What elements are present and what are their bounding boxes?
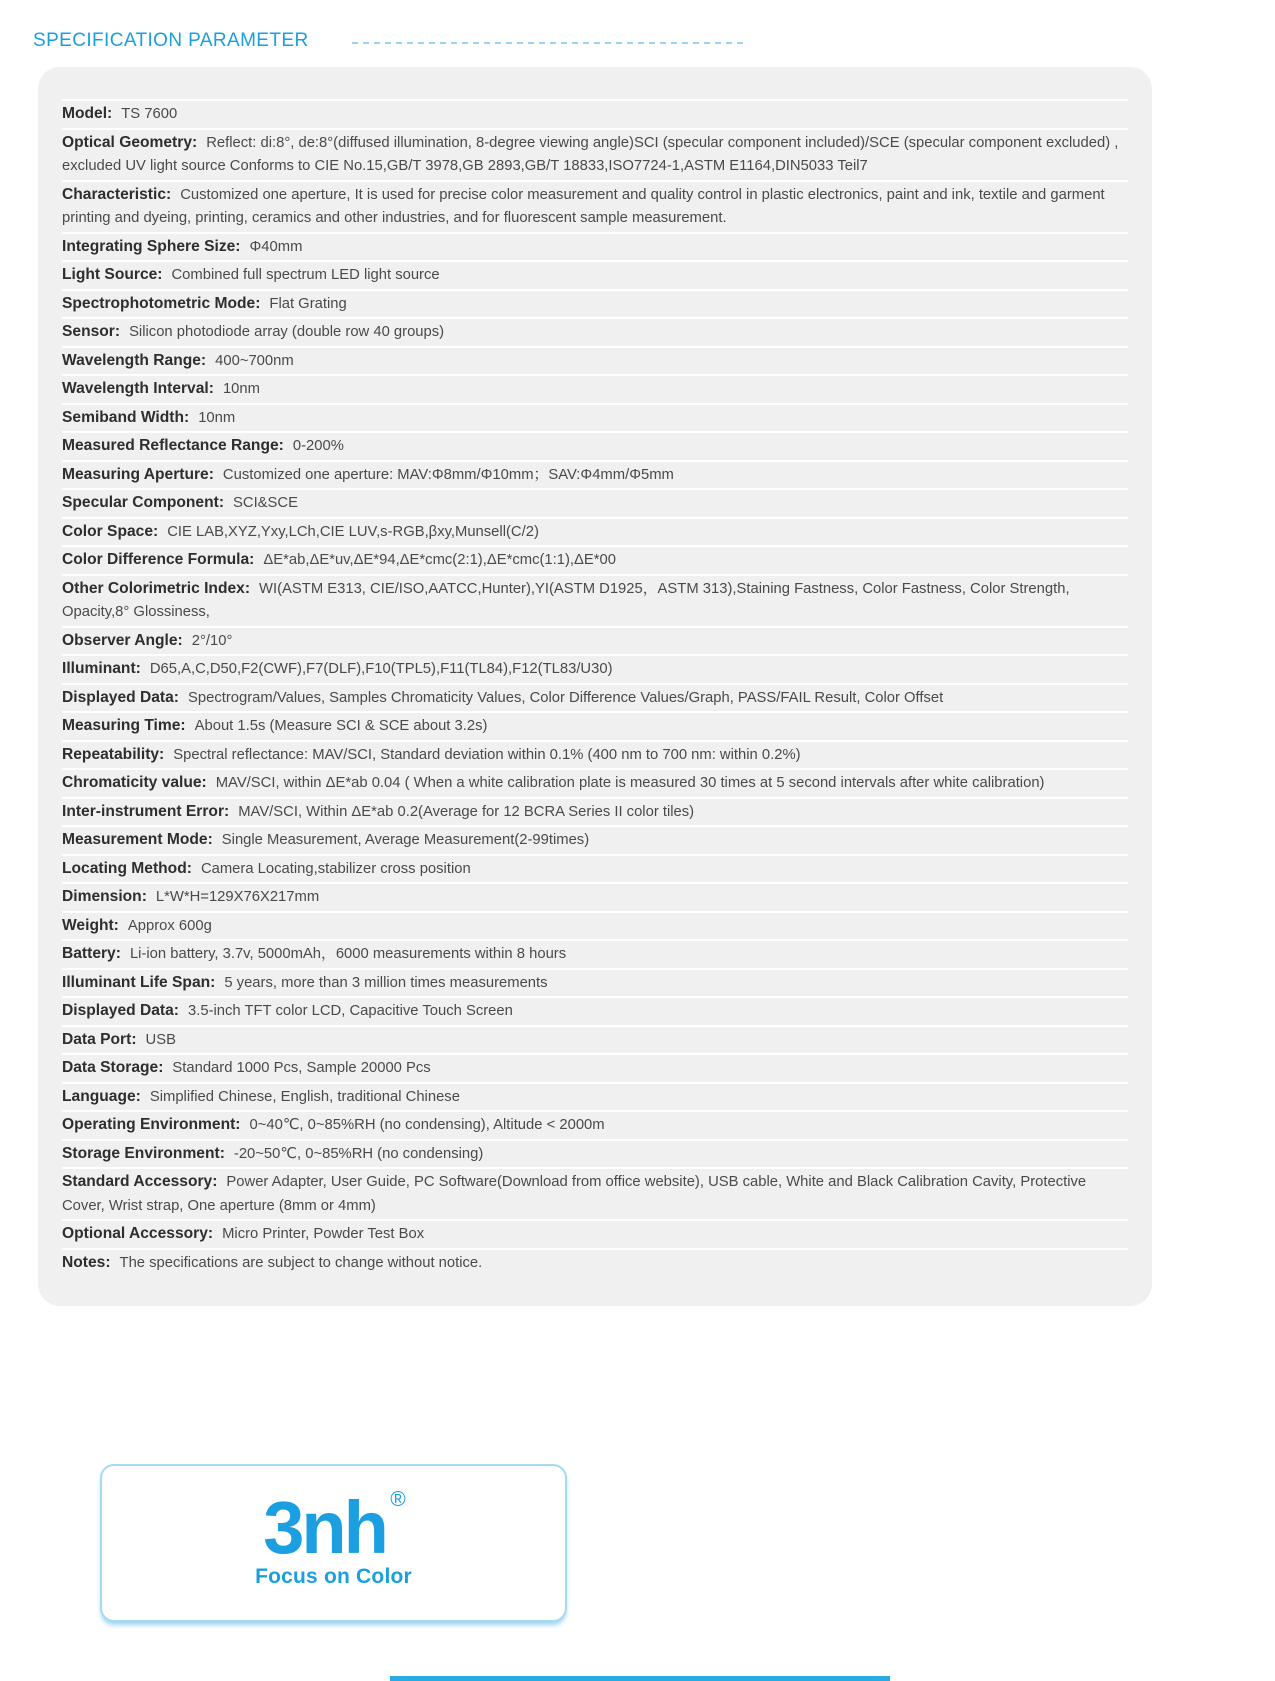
spec-label: Spectrophotometric Mode: xyxy=(62,294,261,312)
spec-value: 0~40℃, 0~85%RH (no condensing), Altitude < 2000m xyxy=(249,1117,605,1133)
spec-label: Storage Environment: xyxy=(62,1144,225,1162)
spec-value: Single Measurement, Average Measurement(2-99times) xyxy=(221,832,590,848)
spec-value: SCI&SCE xyxy=(233,495,298,511)
spec-label: Optional Accessory: xyxy=(62,1225,214,1242)
spec-label: Data Port: xyxy=(62,1030,137,1048)
spec-row xyxy=(62,654,1128,683)
spec-value: Micro Printer, Powder Test Box xyxy=(222,1226,425,1242)
spec-value: Reflect: di:8°, de:8°(diffused illumination, 8-degree viewing angle)SCI (specular component included)/SCE (specular component excluded) , excluded UV light source Conforms to CIE No.15,GB/T 3978,GB 2893,GB/T 18833,ISO7724-1,ASTM E1164,DIN5033 Teil7 xyxy=(62,134,1119,174)
spec-value: 5 years, more than 3 million times measurements xyxy=(224,974,548,991)
spec-label: Semiband Width: xyxy=(62,408,190,426)
spec-label: Wavelength Interval: xyxy=(62,380,214,397)
spec-row xyxy=(62,574,1128,626)
spec-row xyxy=(62,1167,1128,1219)
spec-label: Battery: xyxy=(62,945,121,962)
spec-value: About 1.5s (Measure SCI & SCE about 3.2s) xyxy=(194,718,488,734)
spec-label: Illuminant: xyxy=(62,660,141,677)
spec-label: Data Storage: xyxy=(62,1059,164,1076)
spec-label: Observer Angle: xyxy=(62,631,183,649)
spec-label: Standard Accessory: xyxy=(62,1173,218,1190)
spec-value: Combined full spectrum LED light source xyxy=(171,267,440,283)
spec-row xyxy=(62,1219,1128,1248)
dashed-divider xyxy=(352,42,745,44)
brand-logo-text: 3nh xyxy=(263,1485,386,1569)
spec-row xyxy=(62,1110,1128,1139)
spec-label: Notes: xyxy=(62,1253,111,1271)
spec-label: Illuminant Life Span: xyxy=(62,973,216,991)
spec-row xyxy=(62,626,1128,655)
spec-value: WI(ASTM E313, CIE/ISO,AATCC,Hunter),YI(ASTM D1925，ASTM 313),Staining Fastness, Color Fastness, Color Strength, Opacity,8° Glossiness, xyxy=(62,580,1070,620)
spec-value: Customized one aperture, It is used for precise color measurement and quality control in plastic electronics, paint and ink, textile and garment printing and dyeing, printing, ceramics and other industries, and for fluorescent sample measurement. xyxy=(62,186,1105,226)
spec-row xyxy=(62,1139,1128,1168)
spec-card xyxy=(38,67,1152,1306)
spec-row xyxy=(62,1053,1128,1082)
spec-value: USB xyxy=(145,1031,176,1048)
spec-label: Measured Reflectance Range: xyxy=(62,437,284,454)
spec-label: Language: xyxy=(62,1087,141,1105)
spec-label: Measuring Aperture: xyxy=(62,465,214,483)
spec-label: Light Source: xyxy=(62,266,163,283)
spec-row xyxy=(62,488,1128,517)
spec-row xyxy=(62,939,1128,968)
brand-logo xyxy=(263,1485,406,1569)
spec-row xyxy=(62,768,1128,797)
spec-row xyxy=(62,317,1128,346)
registered-trademark-icon: ® xyxy=(390,1487,406,1511)
spec-row xyxy=(62,683,1128,712)
spec-label: Wavelength Range: xyxy=(62,351,207,369)
spec-value: CIE LAB,XYZ,Yxy,LCh,CIE LUV,s-RGB,βxy,Munsell(C/2) xyxy=(167,523,539,540)
spec-row xyxy=(62,825,1128,854)
spec-value: MAV/SCI, Within ΔE*ab 0.2(Average for 12 BCRA Series II color tiles) xyxy=(238,803,695,820)
spec-label: Color Difference Formula: xyxy=(62,551,255,568)
page-title: SPECIFICATION PARAMETER xyxy=(33,30,309,51)
spec-value: ΔE*ab,ΔE*uv,ΔE*94,ΔE*cmc(2:1),ΔE*cmc(1:1),ΔE*00 xyxy=(263,552,616,568)
spec-value: Li-ion battery, 3.7v, 5000mAh，6000 measurements within 8 hours xyxy=(129,946,567,962)
spec-value: Approx 600g xyxy=(127,917,212,934)
spec-label: Color Space: xyxy=(62,522,159,540)
spec-label: Integrating Sphere Size: xyxy=(62,237,241,255)
spec-table xyxy=(62,99,1128,1276)
spec-row xyxy=(62,289,1128,318)
brand-logo-box xyxy=(100,1464,567,1622)
spec-row xyxy=(62,968,1128,997)
spec-row xyxy=(62,99,1128,128)
spec-row xyxy=(62,1082,1128,1111)
spec-row xyxy=(62,911,1128,940)
spec-row xyxy=(62,797,1128,826)
spec-value: 400~700nm xyxy=(215,352,294,369)
spec-value: 3.5-inch TFT color LCD, Capacitive Touch Screen xyxy=(188,1003,513,1019)
spec-value: Camera Locating,stabilizer cross position xyxy=(200,860,471,877)
spec-value: TS 7600 xyxy=(121,106,178,122)
spec-value: Φ40mm xyxy=(249,238,303,255)
spec-row xyxy=(62,1248,1128,1277)
spec-value: The specifications are subject to change without notice. xyxy=(119,1254,483,1271)
spec-label: Weight: xyxy=(62,916,119,934)
spec-row xyxy=(62,996,1128,1025)
spec-label: Operating Environment: xyxy=(62,1116,241,1133)
spec-label: Inter-instrument Error: xyxy=(62,802,230,820)
spec-row xyxy=(62,460,1128,489)
spec-row xyxy=(62,517,1128,546)
spec-label: Sensor: xyxy=(62,323,121,340)
spec-label: Optical Geometry: xyxy=(62,133,198,151)
spec-value: Flat Grating xyxy=(269,295,347,312)
spec-value: 2°/10° xyxy=(191,632,233,649)
spec-value: D65,A,C,D50,F2(CWF),F7(DLF),F10(TPL5),F11(TL84),F12(TL83/U30) xyxy=(149,661,613,677)
spec-label: Displayed Data: xyxy=(62,688,179,706)
spec-row xyxy=(62,403,1128,432)
spec-label: Chromaticity value: xyxy=(62,774,207,791)
spec-value: 10nm xyxy=(222,381,260,397)
spec-value: Standard 1000 Pcs, Sample 20000 Pcs xyxy=(172,1060,431,1076)
spec-row xyxy=(62,431,1128,460)
spec-value: Power Adapter, User Guide, PC Software(Download from office website), USB cable, White and Black Calibration Cavity, Protective Cover, Wrist strap, One aperture (8mm or 4mm) xyxy=(62,1174,1087,1214)
spec-row xyxy=(62,854,1128,883)
spec-value: 0-200% xyxy=(292,438,344,454)
spec-row xyxy=(62,128,1128,180)
spec-value: Spectral reflectance: MAV/SCI, Standard deviation within 0.1% (400 nm to 700 nm: within 0.2%) xyxy=(173,746,801,763)
spec-label: Specular Component: xyxy=(62,494,225,511)
spec-row xyxy=(62,374,1128,403)
spec-row xyxy=(62,740,1128,769)
spec-row xyxy=(62,180,1128,232)
spec-row xyxy=(62,545,1128,574)
page-bottom-accent-bar xyxy=(390,1676,890,1681)
spec-value: MAV/SCI, within ΔE*ab 0.04 ( When a white calibration plate is measured 30 times at 5 second intervals after white calibration) xyxy=(215,775,1045,791)
spec-value: Customized one aperture: MAV:Φ8mm/Φ10mm；SAV:Φ4mm/Φ5mm xyxy=(222,466,674,483)
spec-label: Locating Method: xyxy=(62,859,192,877)
spec-row xyxy=(62,882,1128,911)
spec-label: Other Colorimetric Index: xyxy=(62,579,251,597)
spec-row xyxy=(62,260,1128,289)
spec-value: Silicon photodiode array (double row 40 groups) xyxy=(129,324,445,340)
spec-row xyxy=(62,711,1128,740)
spec-label: Measuring Time: xyxy=(62,717,186,734)
spec-label: Displayed Data: xyxy=(62,1002,179,1019)
brand-tagline: Focus on Color xyxy=(255,1565,412,1589)
spec-row xyxy=(62,232,1128,261)
spec-row xyxy=(62,346,1128,375)
spec-label: Characteristic: xyxy=(62,185,172,203)
spec-label: Repeatability: xyxy=(62,745,165,763)
spec-row xyxy=(62,1025,1128,1054)
spec-value: L*W*H=129X76X217mm xyxy=(155,889,320,905)
spec-value: 10nm xyxy=(198,409,236,426)
spec-value: Spectrogram/Values, Samples Chromaticity Values, Color Difference Values/Graph, PASS/FAIL Result, Color Offset xyxy=(188,689,944,706)
spec-value: Simplified Chinese, English, traditional Chinese xyxy=(149,1088,460,1105)
spec-label: Model: xyxy=(62,105,113,122)
spec-value: -20~50℃, 0~85%RH (no condensing) xyxy=(233,1145,484,1162)
spec-label: Measurement Mode: xyxy=(62,831,213,848)
spec-label: Dimension: xyxy=(62,888,147,905)
